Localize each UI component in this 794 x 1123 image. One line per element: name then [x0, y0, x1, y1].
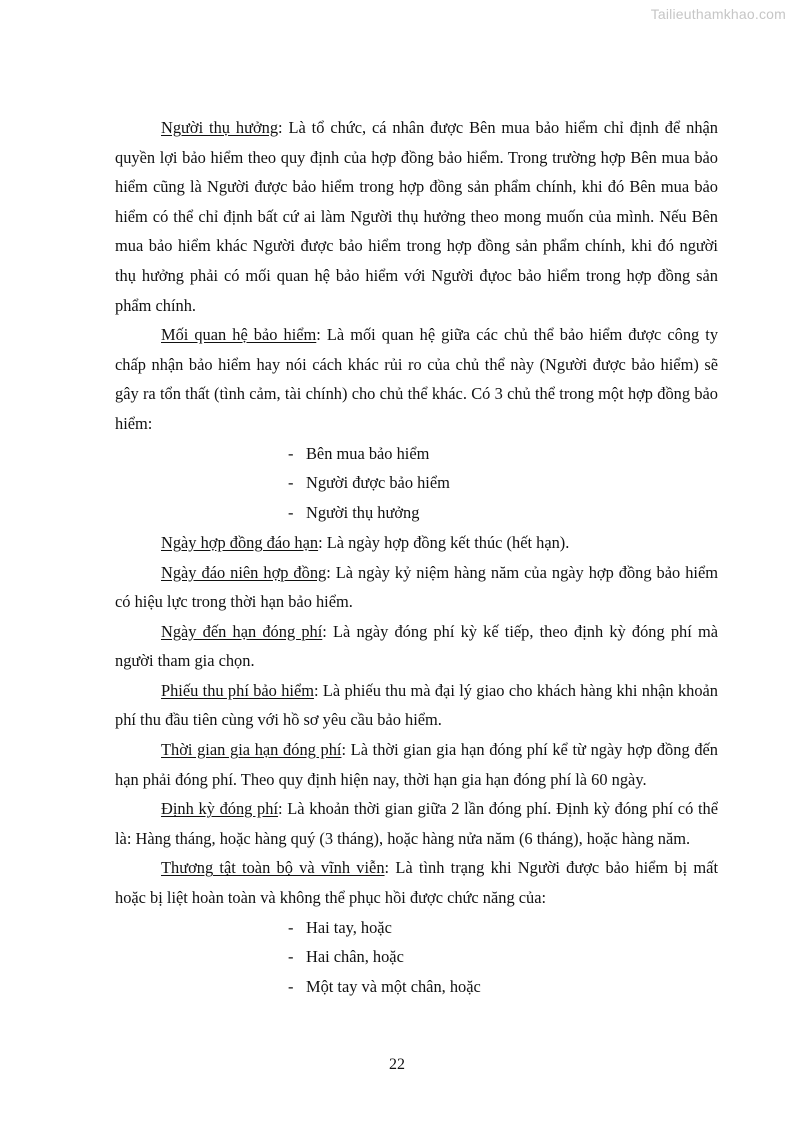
definition-maturity-date: : Là ngày hợp đồng kết thúc (hết hạn). [318, 532, 570, 552]
paragraph-total-permanent-disability [115, 853, 718, 912]
paragraph-insurance-relationship [115, 320, 718, 438]
definition-payment-frequency: : Là khoản thời gian giữa 2 lần đóng phí. Định kỳ đóng phí có thể là: Hàng tháng, hoặc hàng quý (3 tháng), hoặc hàng nửa năm (6 tháng), hoặc hàng năm. [115, 799, 718, 848]
term-maturity-date: Ngày hợp đồng đáo hạn [161, 532, 319, 552]
watermark: Tailieuthamkhao.com [650, 6, 786, 22]
paragraph-maturity-date [115, 528, 718, 558]
list-item-text: Bên mua bảo hiểm [306, 443, 430, 463]
term-grace-period: Thời gian gia hạn đóng phí [161, 740, 342, 760]
page-number: 22 [389, 1056, 405, 1073]
list-item: - Một tay và một chân, hoặc [288, 977, 481, 997]
document-body [115, 113, 718, 1002]
insurance-parties-list [115, 439, 718, 528]
list-item-text: Hai chân, hoặc [306, 947, 404, 967]
paragraph-grace-period [115, 735, 718, 794]
list-item-text: Hai tay, hoặc [306, 917, 392, 937]
list-item: - Bên mua bảo hiểm [288, 443, 430, 463]
paragraph-payment-frequency [115, 794, 718, 853]
paragraph-anniversary-date [115, 558, 718, 617]
definition-anniversary-date: : Là ngày kỷ niệm hàng năm của ngày hợp đồng bảo hiểm có hiệu lực trong thời hạn bảo hiểm. [115, 562, 718, 612]
term-premium-receipt: Phiếu thu phí bảo hiểm [161, 680, 314, 700]
term-beneficiary: Người thụ hưởng [161, 118, 279, 137]
paragraph-premium-receipt [115, 676, 718, 735]
definition-insurance-relationship: : Là mối quan hệ giữa các chủ thể bảo hiểm được công ty chấp nhận bảo hiểm hay nói cách khác rủi ro của chủ thể này (Người được bảo hiểm) sẽ gây ra tổn thất (tình cảm, tài chính) cho chủ thể khác. Có 3 chủ thể trong một hợp đồng bảo hiểm: [115, 325, 719, 433]
paragraph-beneficiary [115, 113, 718, 320]
term-payment-frequency: Định kỳ đóng phí [161, 799, 279, 819]
term-insurance-relationship: Mối quan hệ bảo hiểm [161, 325, 317, 345]
list-item: - Người thụ hưởng [288, 503, 420, 523]
disability-conditions-list [115, 913, 718, 1002]
term-anniversary-date: Ngày đáo niên hợp đồng [161, 562, 327, 582]
definition-premium-receipt: : Là phiếu thu mà đại lý giao cho khách hàng khi nhận khoản phí thu đầu tiên cùng với hồ sơ yêu cầu bảo hiểm. [115, 680, 718, 730]
list-item-text: Một tay và một chân, hoặc [306, 977, 481, 997]
term-total-permanent-disability: Thương tật toàn bộ và vĩnh viễn [161, 858, 385, 878]
list-item: - Hai tay, hoặc [288, 917, 392, 937]
definition-premium-due-date: : Là ngày đóng phí kỳ kế tiếp, theo định kỳ đóng phí mà người tham gia chọn. [115, 621, 719, 671]
list-item: - Người được bảo hiểm [288, 473, 450, 493]
list-item: - Hai chân, hoặc [288, 947, 404, 967]
list-item-text: Người thụ hưởng [306, 503, 420, 523]
term-premium-due-date: Ngày đến hạn đóng phí [161, 621, 323, 641]
definition-beneficiary: : Là tổ chức, cá nhân được Bên mua bảo hiểm chỉ định để nhận quyền lợi bảo hiểm theo quy định của hợp đồng bảo hiểm. Trong trường hợp Bên mua bảo hiểm cũng là Người được bảo hiểm trong hợp đồng sản phẩm chính, khi đó Bên mua bảo hiểm có thể chỉ định bất cứ ai làm Người thụ hưởng theo mong muốn của mình. Nếu Bên mua bảo hiểm khác Người được bảo hiểm trong hợp đồng sản phẩm chính, khi đó người thụ hưởng phải có mối quan hệ bảo hiểm với Người đựoc bảo hiểm trong hợp đồng sản phẩm chính. [115, 118, 718, 315]
paragraph-premium-due-date [115, 617, 718, 676]
definition-total-permanent-disability: : Là tình trạng khi Người được bảo hiểm bị mất hoặc bị liệt hoàn toàn và không thể phục hồi được chức năng của: [115, 858, 718, 908]
list-item-text: Người được bảo hiểm [306, 473, 450, 493]
definition-grace-period: : Là thời gian gia hạn đóng phí kể từ ngày hợp đồng đến hạn phải đóng phí. Theo quy định hiện nay, thời hạn gia hạn đóng phí là 60 ngày. [115, 740, 718, 789]
